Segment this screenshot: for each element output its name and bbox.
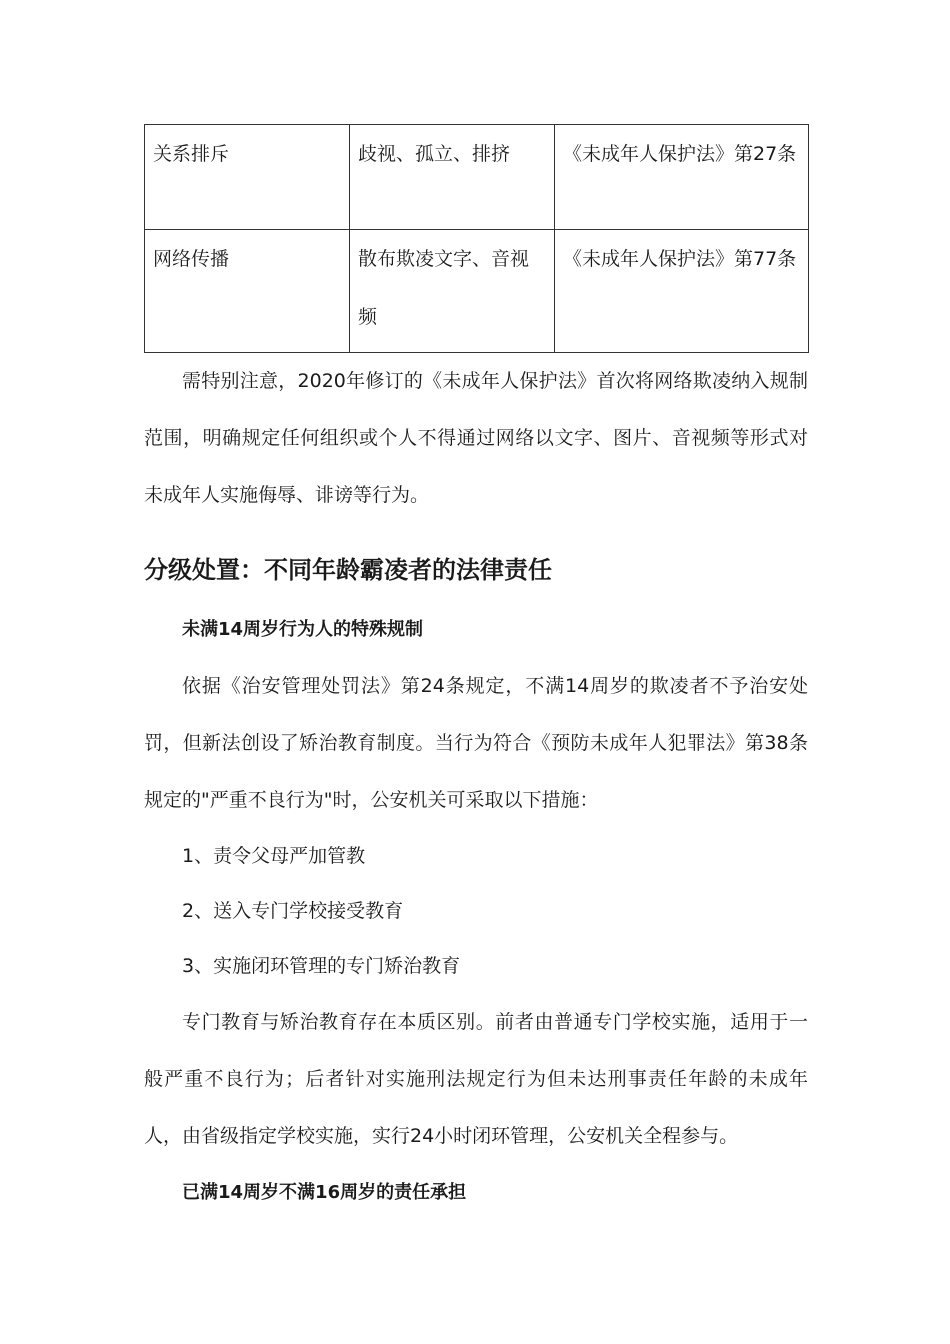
section-heading: 分级处置：不同年龄霸凌者的法律责任 <box>144 556 552 584</box>
table-cell-type: 网络传播 <box>145 230 350 353</box>
paragraph-online-bullying: 需特别注意，2020年修订的《未成年人保护法》首次将网络欺凌纳入规制范围，明确规定任何组织或个人不得通过网络以文字、图片、音视频等形式对未成年人实施侮辱、诽谤等行为。 <box>144 370 808 506</box>
subheading-14-to-16: 已满14周岁不满16周岁的责任承担 <box>182 1182 467 1203</box>
table-row <box>145 125 809 230</box>
table-cell-behavior: 散布欺凌文字、音视频 <box>350 230 555 353</box>
list-item: 1、责令父母严加管教 <box>182 845 366 867</box>
table-cell-type: 关系排斥 <box>145 125 350 230</box>
table-cell-law: 《未成年人保护法》第77条 <box>555 230 809 353</box>
table-cell-law: 《未成年人保护法》第27条 <box>555 125 809 230</box>
subheading-under-14: 未满14周岁行为人的特殊规制 <box>182 619 424 640</box>
bullying-law-table <box>144 124 809 353</box>
table-row <box>145 230 809 353</box>
paragraph-education-distinction: 专门教育与矫治教育存在本质区别。前者由普通专门学校实施，适用于一般严重不良行为；后者针对实施刑法规定行为但未达刑事责任年龄的未成年人，由省级指定学校实施，实行24小时闭环管理，公安机关全程参与。 <box>144 1011 808 1147</box>
list-item: 2、送入专门学校接受教育 <box>182 900 404 922</box>
document-page <box>144 124 808 1221</box>
paragraph-legal-basis: 依据《治安管理处罚法》第24条规定，不满14周岁的欺凌者不予治安处罚，但新法创设了矫治教育制度。当行为符合《预防未成年人犯罪法》第38条规定的"严重不良行为"时，公安机关可采取以下措施： <box>144 675 808 811</box>
list-item: 3、实施闭环管理的专门矫治教育 <box>182 955 461 977</box>
table-cell-behavior: 歧视、孤立、排挤 <box>350 125 555 230</box>
